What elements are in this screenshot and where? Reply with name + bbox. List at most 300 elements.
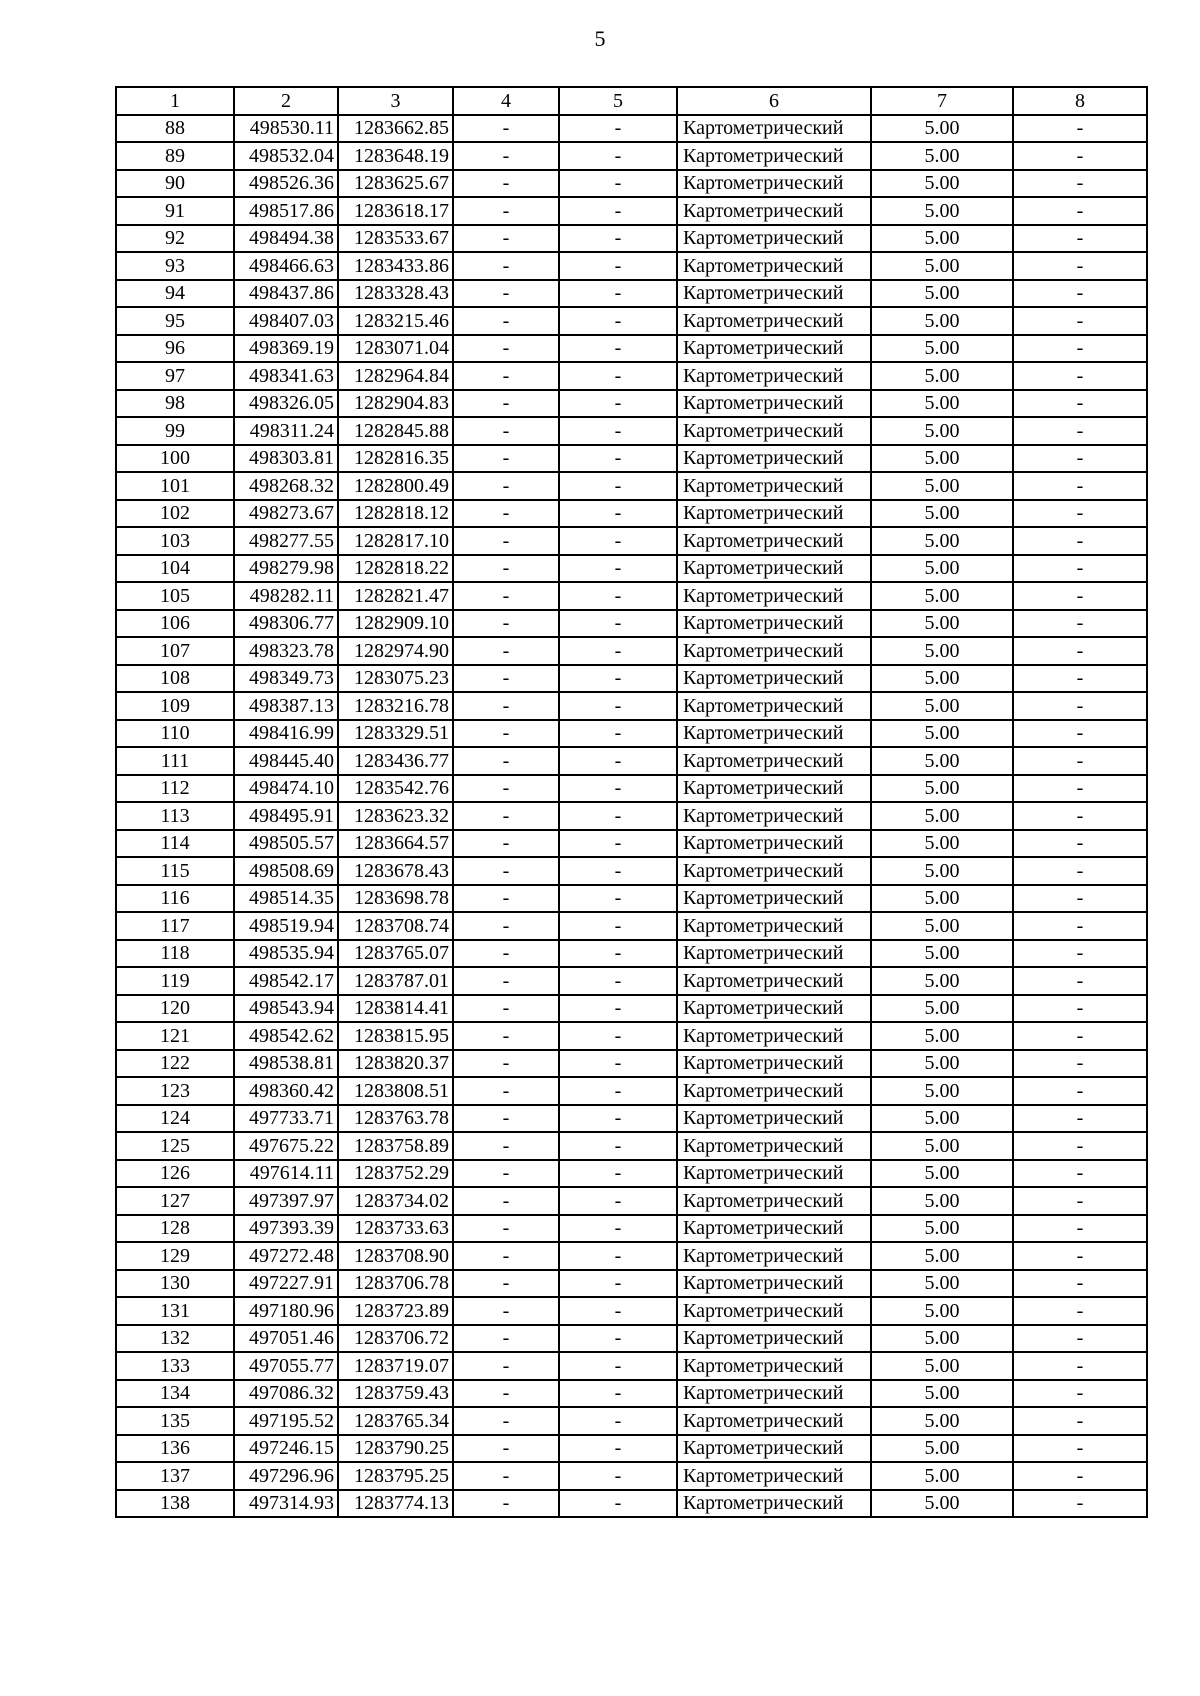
column-5-cell: -	[559, 1352, 677, 1380]
accuracy-cell: 5.00	[871, 1215, 1013, 1243]
column-4-cell: -	[453, 1380, 559, 1408]
table-row	[116, 445, 1147, 473]
column-4-cell: -	[453, 610, 559, 638]
point-number-cell: 121	[116, 1022, 234, 1050]
point-number-cell: 105	[116, 582, 234, 610]
point-number-cell: 93	[116, 252, 234, 280]
y-coordinate-cell: 1282816.35	[338, 445, 453, 473]
table-row	[116, 307, 1147, 335]
column-4-cell: -	[453, 142, 559, 170]
table-row	[116, 1297, 1147, 1325]
column-5-cell: -	[559, 1407, 677, 1435]
accuracy-cell: 5.00	[871, 995, 1013, 1023]
column-8-cell: -	[1013, 307, 1147, 335]
accuracy-cell: 5.00	[871, 1132, 1013, 1160]
table-row	[116, 940, 1147, 968]
y-coordinate-cell: 1282821.47	[338, 582, 453, 610]
table-row	[116, 720, 1147, 748]
method-cell: Картометрический	[677, 1380, 871, 1408]
column-8-cell: -	[1013, 1462, 1147, 1490]
method-cell: Картометрический	[677, 1270, 871, 1298]
method-cell: Картометрический	[677, 940, 871, 968]
point-number-cell: 122	[116, 1050, 234, 1078]
accuracy-cell: 5.00	[871, 802, 1013, 830]
point-number-cell: 94	[116, 280, 234, 308]
page-number: 5	[594, 26, 606, 51]
method-cell: Картометрический	[677, 747, 871, 775]
method-cell: Картометрический	[677, 1132, 871, 1160]
x-coordinate-cell: 497614.11	[234, 1160, 338, 1188]
method-cell: Картометрический	[677, 1325, 871, 1353]
method-cell: Картометрический	[677, 472, 871, 500]
x-coordinate-cell: 498273.67	[234, 500, 338, 528]
point-number-cell: 129	[116, 1242, 234, 1270]
y-coordinate-cell: 1283708.90	[338, 1242, 453, 1270]
y-coordinate-cell: 1282974.90	[338, 637, 453, 665]
method-cell: Картометрический	[677, 1407, 871, 1435]
table-row	[116, 830, 1147, 858]
column-8-cell: -	[1013, 1325, 1147, 1353]
column-4-cell: -	[453, 747, 559, 775]
column-8-cell: -	[1013, 362, 1147, 390]
point-number-cell: 123	[116, 1077, 234, 1105]
column-4-cell: -	[453, 527, 559, 555]
accuracy-cell: 5.00	[871, 170, 1013, 198]
method-cell: Картометрический	[677, 1022, 871, 1050]
table-row	[116, 527, 1147, 555]
point-number-cell: 125	[116, 1132, 234, 1160]
x-coordinate-cell: 498387.13	[234, 692, 338, 720]
y-coordinate-cell: 1282845.88	[338, 417, 453, 445]
column-5-cell: -	[559, 1160, 677, 1188]
column-5-cell: -	[559, 637, 677, 665]
column-header: 7	[871, 87, 1013, 115]
accuracy-cell: 5.00	[871, 1022, 1013, 1050]
x-coordinate-cell: 498542.62	[234, 1022, 338, 1050]
y-coordinate-cell: 1283790.25	[338, 1435, 453, 1463]
accuracy-cell: 5.00	[871, 280, 1013, 308]
x-coordinate-cell: 497180.96	[234, 1297, 338, 1325]
column-4-cell: -	[453, 1187, 559, 1215]
y-coordinate-cell: 1283814.41	[338, 995, 453, 1023]
column-4-cell: -	[453, 1050, 559, 1078]
x-coordinate-cell: 497733.71	[234, 1105, 338, 1133]
point-number-cell: 103	[116, 527, 234, 555]
column-8-cell: -	[1013, 1050, 1147, 1078]
point-number-cell: 110	[116, 720, 234, 748]
y-coordinate-cell: 1283625.67	[338, 170, 453, 198]
point-number-cell: 137	[116, 1462, 234, 1490]
method-cell: Картометрический	[677, 1490, 871, 1518]
accuracy-cell: 5.00	[871, 1050, 1013, 1078]
x-coordinate-cell: 497675.22	[234, 1132, 338, 1160]
table-row	[116, 995, 1147, 1023]
column-4-cell: -	[453, 1435, 559, 1463]
x-coordinate-cell: 498466.63	[234, 252, 338, 280]
table-row	[116, 225, 1147, 253]
method-cell: Картометрический	[677, 1297, 871, 1325]
column-5-cell: -	[559, 527, 677, 555]
method-cell: Картометрический	[677, 390, 871, 418]
y-coordinate-cell: 1283815.95	[338, 1022, 453, 1050]
column-5-cell: -	[559, 307, 677, 335]
y-coordinate-cell: 1283719.07	[338, 1352, 453, 1380]
table-row	[116, 1242, 1147, 1270]
column-8-cell: -	[1013, 802, 1147, 830]
point-number-cell: 130	[116, 1270, 234, 1298]
x-coordinate-cell: 498369.19	[234, 335, 338, 363]
table-row	[116, 500, 1147, 528]
column-8-cell: -	[1013, 555, 1147, 583]
accuracy-cell: 5.00	[871, 1105, 1013, 1133]
coordinates-table	[115, 86, 1148, 1518]
table-row	[116, 197, 1147, 225]
point-number-cell: 116	[116, 885, 234, 913]
accuracy-cell: 5.00	[871, 637, 1013, 665]
accuracy-cell: 5.00	[871, 857, 1013, 885]
column-4-cell: -	[453, 1270, 559, 1298]
table-row	[116, 390, 1147, 418]
method-cell: Картометрический	[677, 142, 871, 170]
y-coordinate-cell: 1283436.77	[338, 747, 453, 775]
accuracy-cell: 5.00	[871, 692, 1013, 720]
column-5-cell: -	[559, 417, 677, 445]
method-cell: Картометрический	[677, 665, 871, 693]
column-4-cell: -	[453, 940, 559, 968]
point-number-cell: 108	[116, 665, 234, 693]
y-coordinate-cell: 1283708.74	[338, 912, 453, 940]
column-4-cell: -	[453, 665, 559, 693]
method-cell: Картометрический	[677, 527, 871, 555]
column-8-cell: -	[1013, 225, 1147, 253]
accuracy-cell: 5.00	[871, 1435, 1013, 1463]
table-row	[116, 1407, 1147, 1435]
column-8-cell: -	[1013, 967, 1147, 995]
y-coordinate-cell: 1283706.78	[338, 1270, 453, 1298]
column-5-cell: -	[559, 500, 677, 528]
accuracy-cell: 5.00	[871, 665, 1013, 693]
point-number-cell: 136	[116, 1435, 234, 1463]
y-coordinate-cell: 1282800.49	[338, 472, 453, 500]
method-cell: Картометрический	[677, 445, 871, 473]
column-5-cell: -	[559, 1022, 677, 1050]
point-number-cell: 102	[116, 500, 234, 528]
column-8-cell: -	[1013, 720, 1147, 748]
accuracy-cell: 5.00	[871, 555, 1013, 583]
column-4-cell: -	[453, 1132, 559, 1160]
column-4-cell: -	[453, 500, 559, 528]
column-5-cell: -	[559, 1215, 677, 1243]
table-row	[116, 417, 1147, 445]
column-5-cell: -	[559, 830, 677, 858]
method-cell: Картометрический	[677, 1160, 871, 1188]
method-cell: Картометрический	[677, 995, 871, 1023]
column-4-cell: -	[453, 362, 559, 390]
point-number-cell: 132	[116, 1325, 234, 1353]
table-row	[116, 1325, 1147, 1353]
column-5-cell: -	[559, 555, 677, 583]
table-row	[116, 1490, 1147, 1518]
y-coordinate-cell: 1283733.63	[338, 1215, 453, 1243]
point-number-cell: 112	[116, 775, 234, 803]
table-row	[116, 885, 1147, 913]
method-cell: Картометрический	[677, 967, 871, 995]
table-row	[116, 747, 1147, 775]
point-number-cell: 128	[116, 1215, 234, 1243]
accuracy-cell: 5.00	[871, 967, 1013, 995]
point-number-cell: 111	[116, 747, 234, 775]
y-coordinate-cell: 1282817.10	[338, 527, 453, 555]
column-4-cell: -	[453, 417, 559, 445]
x-coordinate-cell: 497246.15	[234, 1435, 338, 1463]
point-number-cell: 98	[116, 390, 234, 418]
column-4-cell: -	[453, 720, 559, 748]
x-coordinate-cell: 498306.77	[234, 610, 338, 638]
accuracy-cell: 5.00	[871, 582, 1013, 610]
column-5-cell: -	[559, 1462, 677, 1490]
y-coordinate-cell: 1283698.78	[338, 885, 453, 913]
y-coordinate-cell: 1283433.86	[338, 252, 453, 280]
x-coordinate-cell: 498360.42	[234, 1077, 338, 1105]
column-8-cell: -	[1013, 1490, 1147, 1518]
method-cell: Картометрический	[677, 1077, 871, 1105]
x-coordinate-cell: 497397.97	[234, 1187, 338, 1215]
method-cell: Картометрический	[677, 115, 871, 143]
method-cell: Картометрический	[677, 802, 871, 830]
column-5-cell: -	[559, 1325, 677, 1353]
method-cell: Картометрический	[677, 692, 871, 720]
x-coordinate-cell: 497055.77	[234, 1352, 338, 1380]
y-coordinate-cell: 1282818.12	[338, 500, 453, 528]
column-8-cell: -	[1013, 500, 1147, 528]
point-number-cell: 90	[116, 170, 234, 198]
accuracy-cell: 5.00	[871, 747, 1013, 775]
column-8-cell: -	[1013, 1380, 1147, 1408]
table-row	[116, 775, 1147, 803]
accuracy-cell: 5.00	[871, 775, 1013, 803]
column-8-cell: -	[1013, 170, 1147, 198]
x-coordinate-cell: 497227.91	[234, 1270, 338, 1298]
table-row	[116, 1105, 1147, 1133]
y-coordinate-cell: 1283706.72	[338, 1325, 453, 1353]
accuracy-cell: 5.00	[871, 225, 1013, 253]
accuracy-cell: 5.00	[871, 307, 1013, 335]
column-5-cell: -	[559, 280, 677, 308]
column-4-cell: -	[453, 1325, 559, 1353]
column-5-cell: -	[559, 940, 677, 968]
x-coordinate-cell: 498416.99	[234, 720, 338, 748]
point-number-cell: 106	[116, 610, 234, 638]
column-5-cell: -	[559, 610, 677, 638]
accuracy-cell: 5.00	[871, 445, 1013, 473]
accuracy-cell: 5.00	[871, 417, 1013, 445]
table-row	[116, 1352, 1147, 1380]
point-number-cell: 131	[116, 1297, 234, 1325]
accuracy-cell: 5.00	[871, 527, 1013, 555]
accuracy-cell: 5.00	[871, 1187, 1013, 1215]
table-row	[116, 252, 1147, 280]
table-row	[116, 1187, 1147, 1215]
table-row	[116, 280, 1147, 308]
accuracy-cell: 5.00	[871, 885, 1013, 913]
table-row	[116, 610, 1147, 638]
column-header: 5	[559, 87, 677, 115]
point-number-cell: 91	[116, 197, 234, 225]
x-coordinate-cell: 498530.11	[234, 115, 338, 143]
method-cell: Картометрический	[677, 1462, 871, 1490]
column-8-cell: -	[1013, 335, 1147, 363]
y-coordinate-cell: 1283765.07	[338, 940, 453, 968]
column-8-cell: -	[1013, 1407, 1147, 1435]
column-8-cell: -	[1013, 445, 1147, 473]
column-5-cell: -	[559, 747, 677, 775]
table-row	[116, 692, 1147, 720]
accuracy-cell: 5.00	[871, 335, 1013, 363]
y-coordinate-cell: 1283216.78	[338, 692, 453, 720]
table-header-row	[116, 87, 1147, 115]
accuracy-cell: 5.00	[871, 1490, 1013, 1518]
accuracy-cell: 5.00	[871, 610, 1013, 638]
column-4-cell: -	[453, 555, 559, 583]
column-5-cell: -	[559, 802, 677, 830]
column-5-cell: -	[559, 1132, 677, 1160]
column-5-cell: -	[559, 885, 677, 913]
y-coordinate-cell: 1283623.32	[338, 802, 453, 830]
table-row	[116, 1022, 1147, 1050]
column-8-cell: -	[1013, 1187, 1147, 1215]
table-row	[116, 472, 1147, 500]
point-number-cell: 99	[116, 417, 234, 445]
x-coordinate-cell: 498543.94	[234, 995, 338, 1023]
accuracy-cell: 5.00	[871, 197, 1013, 225]
column-4-cell: -	[453, 1022, 559, 1050]
point-number-cell: 97	[116, 362, 234, 390]
method-cell: Картометрический	[677, 857, 871, 885]
point-number-cell: 96	[116, 335, 234, 363]
y-coordinate-cell: 1283758.89	[338, 1132, 453, 1160]
accuracy-cell: 5.00	[871, 472, 1013, 500]
method-cell: Картометрический	[677, 307, 871, 335]
x-coordinate-cell: 498282.11	[234, 582, 338, 610]
y-coordinate-cell: 1283734.02	[338, 1187, 453, 1215]
accuracy-cell: 5.00	[871, 1325, 1013, 1353]
method-cell: Картометрический	[677, 830, 871, 858]
x-coordinate-cell: 498341.63	[234, 362, 338, 390]
y-coordinate-cell: 1282904.83	[338, 390, 453, 418]
column-8-cell: -	[1013, 390, 1147, 418]
method-cell: Картометрический	[677, 637, 871, 665]
column-8-cell: -	[1013, 747, 1147, 775]
x-coordinate-cell: 498495.91	[234, 802, 338, 830]
x-coordinate-cell: 497393.39	[234, 1215, 338, 1243]
accuracy-cell: 5.00	[871, 1462, 1013, 1490]
table-row	[116, 1132, 1147, 1160]
point-number-cell: 104	[116, 555, 234, 583]
column-5-cell: -	[559, 967, 677, 995]
column-8-cell: -	[1013, 637, 1147, 665]
x-coordinate-cell: 497296.96	[234, 1462, 338, 1490]
column-8-cell: -	[1013, 995, 1147, 1023]
y-coordinate-cell: 1283329.51	[338, 720, 453, 748]
method-cell: Картометрический	[677, 197, 871, 225]
x-coordinate-cell: 498279.98	[234, 555, 338, 583]
table-row	[116, 1050, 1147, 1078]
method-cell: Картометрический	[677, 582, 871, 610]
column-5-cell: -	[559, 692, 677, 720]
point-number-cell: 107	[116, 637, 234, 665]
x-coordinate-cell: 498311.24	[234, 417, 338, 445]
y-coordinate-cell: 1282818.22	[338, 555, 453, 583]
y-coordinate-cell: 1282964.84	[338, 362, 453, 390]
accuracy-cell: 5.00	[871, 1160, 1013, 1188]
table-row	[116, 1270, 1147, 1298]
point-number-cell: 120	[116, 995, 234, 1023]
method-cell: Картометрический	[677, 610, 871, 638]
y-coordinate-cell: 1283328.43	[338, 280, 453, 308]
method-cell: Картометрический	[677, 225, 871, 253]
column-5-cell: -	[559, 390, 677, 418]
accuracy-cell: 5.00	[871, 830, 1013, 858]
y-coordinate-cell: 1283533.67	[338, 225, 453, 253]
column-header: 1	[116, 87, 234, 115]
x-coordinate-cell: 498519.94	[234, 912, 338, 940]
x-coordinate-cell: 498323.78	[234, 637, 338, 665]
column-4-cell: -	[453, 885, 559, 913]
x-coordinate-cell: 498303.81	[234, 445, 338, 473]
table-row	[116, 142, 1147, 170]
table-row	[116, 1462, 1147, 1490]
column-8-cell: -	[1013, 830, 1147, 858]
column-5-cell: -	[559, 1077, 677, 1105]
x-coordinate-cell: 498437.86	[234, 280, 338, 308]
column-4-cell: -	[453, 967, 559, 995]
x-coordinate-cell: 498532.04	[234, 142, 338, 170]
method-cell: Картометрический	[677, 720, 871, 748]
x-coordinate-cell: 497272.48	[234, 1242, 338, 1270]
point-number-cell: 101	[116, 472, 234, 500]
column-5-cell: -	[559, 1297, 677, 1325]
point-number-cell: 138	[116, 1490, 234, 1518]
column-5-cell: -	[559, 995, 677, 1023]
column-8-cell: -	[1013, 692, 1147, 720]
y-coordinate-cell: 1283752.29	[338, 1160, 453, 1188]
method-cell: Картометрический	[677, 252, 871, 280]
column-4-cell: -	[453, 307, 559, 335]
method-cell: Картометрический	[677, 280, 871, 308]
table-row	[116, 170, 1147, 198]
y-coordinate-cell: 1283787.01	[338, 967, 453, 995]
x-coordinate-cell: 498445.40	[234, 747, 338, 775]
point-number-cell: 135	[116, 1407, 234, 1435]
column-8-cell: -	[1013, 1297, 1147, 1325]
table-body	[116, 115, 1147, 1518]
accuracy-cell: 5.00	[871, 1077, 1013, 1105]
table-row	[116, 665, 1147, 693]
column-5-cell: -	[559, 197, 677, 225]
column-4-cell: -	[453, 1490, 559, 1518]
column-8-cell: -	[1013, 940, 1147, 968]
column-4-cell: -	[453, 1242, 559, 1270]
column-4-cell: -	[453, 252, 559, 280]
column-5-cell: -	[559, 225, 677, 253]
column-4-cell: -	[453, 225, 559, 253]
column-8-cell: -	[1013, 885, 1147, 913]
column-8-cell: -	[1013, 912, 1147, 940]
column-header: 3	[338, 87, 453, 115]
column-5-cell: -	[559, 472, 677, 500]
column-8-cell: -	[1013, 1132, 1147, 1160]
column-4-cell: -	[453, 1407, 559, 1435]
